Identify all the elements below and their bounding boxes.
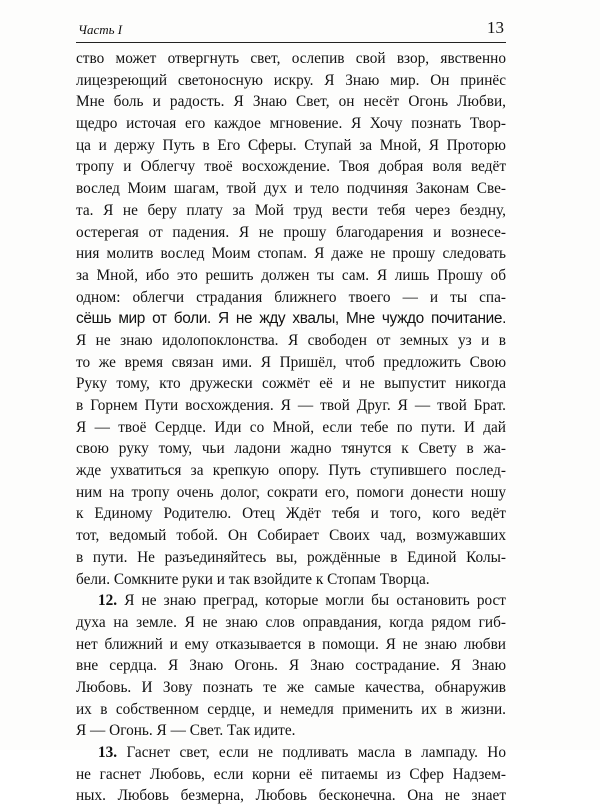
text-line: ца и держу Путь в Его Сферы. Ступай за Мной, Я Проторю: [76, 136, 506, 154]
text-line: вне сердца. Я Знаю Огонь. Я Знаю сострадание. Я Знаю: [76, 657, 506, 675]
text-line: за Мной, ибо это решить должен ты сам. Я лишь Прошу об: [76, 266, 506, 284]
text-line: жде ухватиться за крепкую опору. Путь ступившего послед-: [76, 462, 506, 480]
paragraph-number: 13.: [98, 744, 118, 761]
text-line: сёшь мир от боли. Я не жду хвалы, Мне чуждо почитание.: [76, 310, 506, 328]
paragraph-number: 12.: [98, 592, 118, 610]
text-line: тот, ведомый тобой. Он Собирает Своих чад, возмужавших: [76, 527, 506, 545]
text-line: в Горнем Пути восхождения. Я — твой Друг. Я — твой Брат.: [76, 397, 506, 414]
text-line: ним на тропу очень долог, сократи его, помоги донести ношу: [76, 483, 506, 501]
body-text: [76, 48, 506, 807]
text-line: Любовь. И Зову познать те же самые качества, обнаружив: [76, 678, 506, 696]
section-label: Часть I: [78, 22, 123, 37]
text-line: бели. Сомкните руки и так взойдите к Стопам Творца.: [76, 570, 430, 588]
running-header: [76, 16, 506, 43]
text-line: щедро источая его каждое мгновение. Я Хочу познать Твор-: [76, 115, 506, 133]
text-line: то же время связан ими. Я Пришёл, чтоб предложить Свою: [76, 353, 506, 371]
text-line: Я не знаю идолопоклонства. Я свободен от земных уз и в: [76, 331, 506, 349]
text-line: Руку тому, кто дружески сожмёт её и не выпустит никогда: [76, 375, 506, 393]
text-line: их в собственном сердце, и немедля применить их в жизни.: [76, 700, 506, 718]
text-line: остерегая от падения. Я не прошу благодарения и вознесе-: [76, 223, 506, 241]
text-line: к Единому Родителю. Отец Ждёт тебя и того, кого ведёт: [76, 505, 506, 523]
text-line: в пути. Не разъединяйтесь вы, рождённые в Единой Колы-: [76, 548, 506, 566]
paragraph-12-text: Я не знаю преград, которые могли бы остановить рост: [124, 592, 506, 610]
text-line: лицезреющий светоносную искру. Я Знаю мир. Он принёс: [76, 71, 506, 89]
text-line: свою руку тому, чьи ладони жадно тянутся к Свету в жа-: [76, 440, 506, 458]
text-line: ство может отвергнуть свет, ослепив свой взор, явственно: [76, 50, 506, 67]
text-line: ных. Любовь безмерна, Любовь бесконечна. Она не знает: [76, 787, 506, 805]
text-line: тропу и Облегчу твоё восхождение. Твоя добрая воля ведёт: [76, 158, 506, 176]
text-line: ния молитв вослед Моим стопам. Я даже не прошу следовать: [76, 245, 506, 263]
paragraph-12-first-line: [76, 590, 506, 612]
paragraph-13-text: Гаснет свет, если не подливать масла в лампаду. Но: [126, 744, 506, 761]
text-line: та. Я не беру плату за Мой труд вести тебя через бездну,: [76, 201, 506, 219]
text-line: Я — Огонь. Я — Свет. Так идите.: [76, 722, 296, 740]
text-line: не гаснет Любовь, если корни её питаемы из Сфер Надзем-: [76, 765, 506, 783]
text-line: вослед Моим шагам, твой дух и тело подчиняя Законам Све-: [76, 180, 506, 198]
text-line: духа на земле. Я не знаю слов оправдания, когда рядом гиб-: [76, 613, 506, 631]
text-line: Я — твоё Сердце. Иди со Мной, если тебе по пути. И дай: [76, 418, 506, 436]
text-line: нет ближний и ему отказывается в помощи. Я не знаю любви: [76, 635, 506, 653]
page-number: 13: [487, 18, 504, 37]
text-line: одном: облегчи страдания ближнего твоего — и ты спа-: [76, 288, 506, 306]
text-line: Мне боль и радость. Я Знаю Свет, он несёт Огонь Любви,: [76, 93, 506, 111]
paragraph-13-first-line: [76, 742, 506, 764]
